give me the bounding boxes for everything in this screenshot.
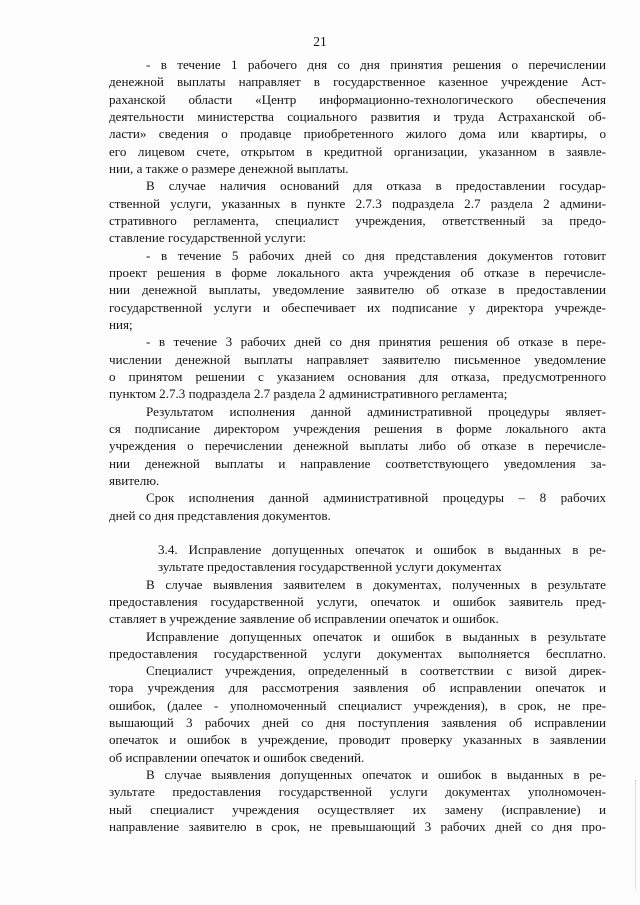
text-line: - в течение 1 рабочего дня со дня принятия решения о перечислении [146, 57, 606, 72]
text-line: Исправление допущенных опечаток и ошибок в выданных в результате [146, 628, 606, 644]
text-line: государственной услуги и обеспечивает их подписание у директора учрежде- [109, 299, 606, 315]
section-heading-line: 3.4. Исправление допущенных опечаток и ошибок в выданных в ре- [158, 541, 606, 557]
text-line: - в течение 3 рабочих дней со дня принятия решения об отказе в пере- [146, 334, 606, 350]
text-line: - в течение 5 рабочих дней со дня представления документов готовит [146, 247, 606, 263]
text-line: В случае наличия оснований для отказа в предоставлении государ- [146, 178, 606, 194]
text-line: деятельности министерства социального развития и труда Астраханской об- [109, 108, 606, 124]
text-line: В случае выявления допущенных опечаток и ошибок в выданных в ре- [146, 767, 606, 783]
text-line: В случае выявления заявителем в документах, полученных в результате [146, 576, 606, 592]
scan-edge-artifact [634, 780, 636, 890]
text-line: предоставления государственной услуги, опечаток и ошибок заявитель пред- [109, 593, 606, 609]
text-line: об исправлении опечаток и ошибок сведений. [109, 749, 365, 765]
text-line: нии, а также о размере денежной выплаты. [109, 160, 349, 176]
text-line: ласти» сведения о продавце приобретенного жилого дома или квартиры, о [109, 126, 606, 142]
text-line: ственной услуги, указанных в пункте 2.7.3 подраздела 2.7 раздела 2 админи- [109, 195, 606, 211]
section-heading-line: зультате предоставления государственной услуги документах [158, 559, 502, 575]
paragraph-gap [109, 524, 606, 541]
text-line: денежной выплаты направляет в государственное казенное учреждение Аст- [109, 74, 606, 90]
text-line: раханской области «Центр информационно-технологического обеспечения [109, 91, 606, 107]
text-line: опечаток и ошибок в учреждение, проводит проверку указанных в заявлении [109, 732, 606, 748]
text-line: ся подписание директором учреждения решения в форме локального акта [109, 420, 606, 436]
text-line: о принятом решении с указанием основания для отказа, предусмотренного [109, 368, 606, 384]
text-line: ставление государственной услуги: [109, 230, 307, 246]
text-line: проект решения в форме локального акта учреждения об отказе в перечисле- [109, 264, 606, 280]
page-number: 21 [313, 34, 327, 49]
text-line: тора учреждения для рассмотрения заявления об исправлении опечаток и [109, 680, 606, 696]
text-line: нии денежной выплаты и направление соответствующего уведомления за- [109, 455, 606, 471]
text-line: явителю. [109, 472, 160, 488]
text-line: направление заявителю в срок, не превышающий 3 рабочих дней со дня про- [109, 819, 606, 835]
text-line: дней со дня представления документов. [109, 507, 331, 523]
text-line: ный специалист учреждения осуществляет их замену (исправление) и [109, 801, 606, 817]
text-line: вышающий 3 рабочих дней со дня поступления заявления об исправлении [109, 715, 606, 731]
text-line: Специалист учреждения, определенный в соответствии с визой дирек- [146, 663, 606, 679]
text-line: Результатом исполнения данной административной процедуры являет- [146, 403, 606, 419]
text-line: учреждения о перечислении денежной выплаты либо об отказе в перечисле- [109, 438, 606, 454]
text-line: Срок исполнения данной административной процедуры – 8 рабочих [146, 490, 606, 506]
text-line: пунктом 2.7.3 подраздела 2.7 раздела 2 административного регламента; [109, 386, 508, 402]
text-line: стративного регламента, специалист учреждения, ответственный за предо- [109, 212, 606, 228]
text-line: ставляет в учреждение заявление об исправлении опечаток и ошибок. [109, 611, 499, 627]
document-body [109, 56, 606, 835]
text-line: ния; [109, 316, 133, 332]
text-line: ошибок, (далее - уполномоченный специалист учреждения), в срок, не пре- [109, 697, 606, 713]
text-line: предоставления государственной услуги документах выполняется бесплатно. [109, 645, 606, 661]
text-line: его лицевом счете, открытом в кредитной организации, указанном в заявле- [109, 143, 606, 159]
text-line: зультате предоставления государственной услуги документах уполномочен- [109, 784, 606, 800]
text-line: нии денежной выплаты, уведомление заявителю об отказе в предоставлении [109, 282, 606, 298]
text-line: числении денежной выплаты направляет заявителю письменное уведомление [109, 351, 606, 367]
